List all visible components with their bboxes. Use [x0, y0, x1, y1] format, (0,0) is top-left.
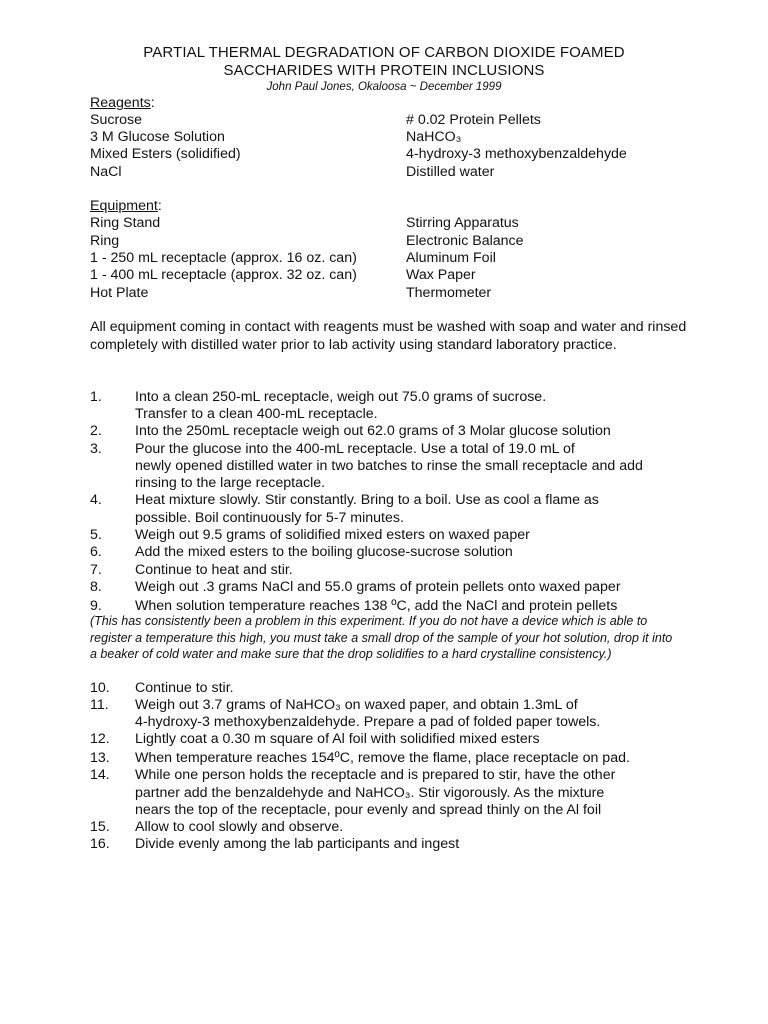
- author-byline: John Paul Jones, Okaloosa ~ December 1999: [266, 81, 502, 93]
- reagent-item: 4-hydroxy-3 methoxybenzaldehyde: [406, 146, 627, 162]
- step-number: 9.: [90, 598, 102, 614]
- step-text: Weigh out 9.5 grams of solidified mixed esters on waxed paper: [135, 527, 530, 543]
- step-number: 7.: [90, 562, 102, 578]
- step-text: Weigh out 3.7 grams of NaHCO₃ on waxed paper, and obtain 1.3mL of: [135, 697, 578, 713]
- equipment-item: 1 - 250 mL receptacle (approx. 16 oz. can): [90, 250, 357, 266]
- reagent-item: 3 M Glucose Solution: [90, 129, 225, 145]
- reagent-item: NaHCO₃: [406, 129, 462, 145]
- step-text: Heat mixture slowly. Stir constantly. Bring to a boil. Use as cool a flame as: [135, 492, 599, 508]
- step-text: Weigh out .3 grams NaCl and 55.0 grams of protein pellets onto waxed paper: [135, 579, 621, 595]
- reagents-heading: Reagents:: [90, 95, 155, 111]
- step-number: 14.: [90, 767, 110, 783]
- step-text: Lightly coat a 0.30 m square of Al foil with solidified mixed esters: [135, 731, 540, 747]
- step-text: nears the top of the receptacle, pour evenly and spread thinly on the Al foil: [135, 802, 602, 818]
- step-text: Transfer to a clean 400-mL receptacle.: [135, 406, 378, 422]
- equipment-item: Thermometer: [406, 285, 492, 301]
- step-text: partner add the benzaldehyde and NaHCO₃. Stir vigorously. As the mixture: [135, 785, 605, 801]
- step-text: When temperature reaches 154ºC, remove the flame, place receptacle on pad.: [135, 750, 630, 766]
- equipment-item: Ring Stand: [90, 215, 161, 231]
- step-number: 6.: [90, 544, 102, 560]
- step-text: possible. Boil continuously for 5-7 minutes.: [135, 510, 404, 526]
- equipment-item: Aluminum Foil: [406, 250, 496, 266]
- step-text: Allow to cool slowly and observe.: [135, 819, 344, 835]
- step-text: Continue to stir.: [135, 680, 234, 696]
- step-text: While one person holds the receptacle and is prepared to stir, have the other: [135, 767, 616, 783]
- temperature-note: (This has consistently been a problem in this experiment. If you do not have a device which is able to register a temperature this high, you must take a small drop of the sample of your hot solution, drop it into a beaker of cold water and make sure that the drop solidifies to a hard crystalline consistency.): [90, 614, 673, 661]
- step-text: Add the mixed esters to the boiling glucose-sucrose solution: [135, 544, 513, 560]
- step-number: 8.: [90, 579, 102, 595]
- equipment-item: Ring: [90, 233, 120, 249]
- step-text: rinsing to the large receptacle.: [135, 475, 326, 491]
- equipment-item: Hot Plate: [90, 285, 149, 301]
- step-number: 4.: [90, 492, 102, 508]
- reagent-item: # 0.02 Protein Pellets: [406, 112, 541, 128]
- step-number: 5.: [90, 527, 102, 543]
- step-text: newly opened distilled water in two batches to rinse the small receptacle and add: [135, 458, 643, 474]
- reagent-item: Distilled water: [406, 164, 495, 180]
- step-text: Divide evenly among the lab participants and ingest: [135, 836, 460, 852]
- step-text: When solution temperature reaches 138 ºC, add the NaCl and protein pellets: [135, 598, 618, 614]
- step-number: 3.: [90, 441, 102, 457]
- step-number: 2.: [90, 423, 102, 439]
- equipment-item: 1 - 400 mL receptacle (approx. 32 oz. can): [90, 267, 357, 283]
- step-number: 12.: [90, 731, 110, 747]
- step-number: 13.: [90, 750, 110, 766]
- step-text: Continue to heat and stir.: [135, 562, 293, 578]
- reagent-item: NaCl: [90, 164, 122, 180]
- step-number: 16.: [90, 836, 110, 852]
- step-number: 15.: [90, 819, 110, 835]
- step-number: 11.: [90, 697, 109, 713]
- step-text: Pour the glucose into the 400-mL receptacle. Use a total of 19.0 mL of: [135, 441, 575, 457]
- step-number: 1.: [90, 389, 102, 405]
- safety-paragraph: All equipment coming in contact with reagents must be washed with soap and water and rinsed completely with distilled water prior to lab activity using standard laboratory practice.: [90, 319, 687, 353]
- step-text: Into the 250mL receptacle weigh out 62.0 grams of 3 Molar glucose solution: [135, 423, 611, 439]
- equipment-item: Wax Paper: [406, 267, 476, 283]
- step-text: 4-hydroxy-3 methoxybenzaldehyde. Prepare a pad of folded paper towels.: [135, 714, 601, 730]
- reagent-item: Mixed Esters (solidified): [90, 146, 241, 162]
- step-number: 10.: [90, 680, 110, 696]
- equipment-item: Electronic Balance: [406, 233, 524, 249]
- step-text: Into a clean 250-mL receptacle, weigh out 75.0 grams of sucrose.: [135, 389, 547, 405]
- equipment-heading: Equipment:: [90, 198, 162, 214]
- equipment-item: Stirring Apparatus: [406, 215, 519, 231]
- document-title-line-1: PARTIAL THERMAL DEGRADATION OF CARBON DIOXIDE FOAMED: [143, 44, 625, 61]
- reagent-item: Sucrose: [90, 112, 143, 128]
- document-title-line-2: SACCHARIDES WITH PROTEIN INCLUSIONS: [223, 62, 545, 79]
